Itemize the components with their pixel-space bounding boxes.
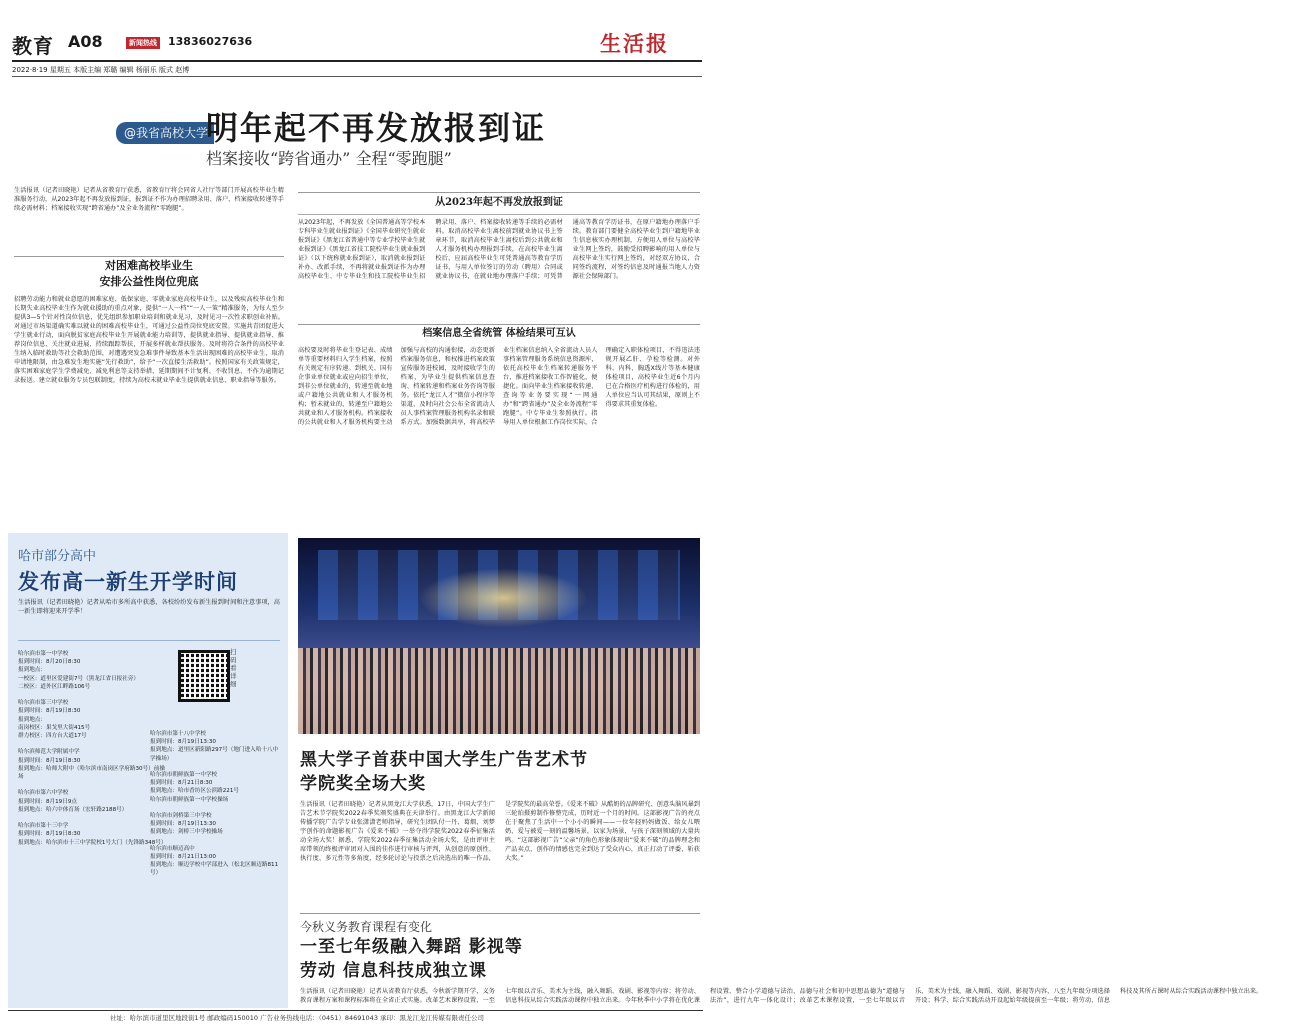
section3-title: 档案信息全省统管 体检结果可互认 (422, 328, 576, 339)
header-rule (12, 60, 702, 62)
dateline: 2022·8·19 星期五 本版主编 郑璐 编辑 杨丽乐 版式 赵博 (12, 66, 190, 74)
harbin-lead: 生活报讯（记者田晓艳）记者从哈市多所高中获悉，各校纷纷发布新生报到时间和注意事项，高一新生即将迎来开学季！ (18, 599, 280, 615)
main-subheadline: 档案接收“跨省通办” 全程“零跑腿” (206, 149, 452, 168)
topic-tag: @我省高校大学生 (116, 122, 214, 144)
section-rule (298, 192, 700, 193)
reform-kicker: 今秋义务教育课程有变化 (300, 920, 433, 934)
section1-body: 招聘劳动能力和就业意愿的困难家庭、低保家庭、零就业家庭高校毕业生，以及残疾高校毕业生和长期失业高校毕业生作为就业援助的重点对象，提供“一人一档”“一人一策”精准服务，为每人至少提供3—5个针对性岗位信息，优先组织参加职业培训和就业见习，及时见习一次性求职创业补贴。对通过市场渠道确实难以就业的困难高校毕业生，可通过公益性岗位兜底安置。实施共青团促进大学生就业行动，面向脱贫家庭高校毕业生开展就业能力培训等，提供就业指导、提供就业指导、推荐岗位信息、关注就业进展、持续跟踪帮扶，开展多样就业帮扶服务。及时将符合条件的高校毕业生纳入临时救助等社会救助范围，对遭遇突发急难事件导致基本生活出现困难的高校毕业生，取消申请地限制，由急难发生地实施“先行救助”，给予“一次直接生活救助”。按照国家有关政策规定，落实困难家庭学生学费减免、减免利息等支持举措，延期期间不计复利、不收罚息、不作为逾期记录报送。建立就业服务专员包联制度，持续为高校未就业毕业生提供就业信息、职业指导等服务。 (14, 296, 284, 384)
section-rule (300, 913, 700, 914)
award-ceremony-photo (298, 538, 700, 734)
main-headline: 明年起不再发放报到证 (206, 109, 547, 147)
award-body: 生活报讯（记者田晓艳）记者从黑龙江大学获悉，17日，中国大学生广告艺术节学院奖2022春季奖颁奖盛典在天津举行。由黑龙江大学新闻传播学院广告学专业张潇潇老师指导，研究生团队付一丹、葛烟、刘梦宇创作的命题影视广告《爱来不破》一举夺得学院奖2022春季征集活动全场大奖！据悉，学院奖2022春季征集活动全场大奖，是由评审主席带领的终极评审团对入围的佳作进行审核与评判，从创意的原创性、执行度、多元性等多角度，经多轮讨论与投票之后决选出的唯一作品，是学院奖的最高荣誉。《爱来不破》从酷奶的品牌研究、创意头脑风暴到三轮拍摄剪制作修整完成，历时近一个月的时间。这部影视广告的亮点在于聚焦了生活中一个小小的瞬间——一位年轻妈妈做饭、给女儿喂奶、爱与被爱一刻的温馨场景，以家为场景，与孩子深刻领域的大量共鸣。“这部影视广告“父亲”的角色形象体现出“爱来不破”的品牌理念和产品卖点，创作的情感也完全到达了受众内心，真正打动了评委，斩获大奖。” (300, 801, 700, 862)
footer-rule (8, 1010, 703, 1011)
reform-body: 生活报讯（记者田晓艳）记者从省教育厅获悉，今秋新学期开学，义务教育课程方案和课程标准将在全省正式实施。改革艺术课程设置，一至七年级以音乐、美术为主线，融入舞蹈、戏剧、影视等内容；将劳动、信息科技从综合实践活动课程中独立出来。今年秋季中小学将在优化课程设置、整合小学道德与法治、品德与社会和初中思想品德为“道德与法治”，进行九年一体化设计；改革艺术课程设置，一至七年级以音乐、美术为主线，融入舞蹈、戏剧、影视等内容，八至九年级分项选择开设；科学、综合实践活动开设起始年级提前至一年级；将劳动、信息科技及其所占课时从综合实践活动课程中独立出来。 (300, 988, 1263, 1004)
harbin-rule (18, 640, 280, 641)
reform-headline: 一至七年级融入舞蹈 影视等 劳动 信息科技成独立课 (300, 937, 523, 981)
main-lead: 生活报讯（记者田晓艳）记者从省教育厅获悉，省教育厅将会同省人社厅等部门开展高校毕业生精准服务行动，从2023年起不再发放报到证，报到证不作为办理招聘录用、落户、档案接收转递等手续必需材料；档案接收实现“跨省通办”及全业务流程“零跑腿”。 (14, 187, 284, 212)
footer: 社址：哈尔滨市道里区地段街1号 邮政编码150010 广告业务热线电话：（0451）84691043 承印：黑龙江龙江传媒有限责任公司 (110, 1014, 485, 1022)
page-number: A08 (68, 32, 103, 51)
hotline-number: 13836027636 (168, 35, 253, 48)
award-headline: 黑大学子首获中国大学生广告艺术节 学院奖全场大奖 (300, 750, 588, 794)
harbin-schools-right: 哈尔滨市第十八中学校 报到时间：8月19日13:30 报到地点：道里区新阳路297号（地门进入哈十八中学操场） 哈尔滨市朝鲜族第一中学校 报到时间：8月21日8:30 报到地点：哈市香坊区公滨路221号 哈尔滨市朝鲜族第一中学校操场 哈尔滨市剑桥第三中学校 报到时间：8月19日13:30 报到地点：剑桥三中学校操场 哈尔滨市顺迈高中 报到时间：8月21日13:00 报到地点：顺迈学校中学部进入（松北区顺迈路811号） (150, 731, 279, 877)
hotline-label: 新闻热线 (126, 37, 160, 49)
section3-body: 高校要及时将毕业生登记表、成绩单等重要材料归入学生档案，按照有关规定有序转递。到机关、国有企事业单位就业或应向招生单位，到非公单位就业的，转递至就业地或户籍地公共就业和人才服务机构；暂未就业的，转递至户籍地公共就业和人才服务机构。档案接收的公共就业和人才服务机构要主动加强与高校的沟通衔接，动态更新档案服务信息，和权推进档案政策宣传服务进校园，及时接收学生的档案，为毕业生提供档案信息查询、档案转递和档案业务咨询等服务。依托“龙江人才”微信小程序等渠道，及时向社会公布全省流动人员人事档案管理服务机构名录和联系方式。加强数据共享，将高校毕业生档案信息纳入全省流动人员人事档案管理服务系统信息资源库，依托高校毕业生档案转递服务平台，推进档案接收工作智能化、便捷化。面向毕业生档案接收转递、查询等业务要实现“一网通办”和“跨省通办”及全业务流程“零跑腿”。中专毕业生参照执行。指导用人单位根据工作岗位实际，合理确定入职体检项目，不得违法违规开展乙肝、孕检等检测。对外科、内科、胸透X线片等基本健康体检项目，高校毕业生近6个月内已在合格医疗机构进行体检的，用人单位应当认可其结果，原则上不得要求其重复体检。 (298, 347, 700, 426)
section-rule (14, 256, 284, 257)
section2-title: 从2023年起不再发放报到证 (435, 197, 563, 208)
stage-light (418, 568, 588, 628)
harbin-schools-left: 哈尔滨市第一中学校 报到时间：8月20日8:30 报到地点： 一校区：道里区爱建街7号（黑龙江省日报社旁） 二校区：道外区江畔路106号 哈尔滨市第三中学校 报到时间：8月19日8:30 报到地点： 南岗校区：果戈里大街415号 群力校区：四方台大道17号 哈尔滨师范大学附属中学 报到时间：8月19日8:30 报到地点：哈师大附中（哈尔滨市南岗区学府路30号）前操场 哈尔滨市第六中学校 报到时间：8月19日9点 报到地点：哈六中体育场（宏轩路2188号） 哈尔滨市第十三中学 报到时间：8月19日8:30 报到地点：哈尔滨市十三中学院校1号大门（先锋路348号） (18, 651, 167, 846)
harbin-headline: 发布高一新生开学时间 (18, 569, 238, 594)
harbin-kicker: 哈市部分高中 (18, 549, 97, 564)
section2-body: 从2023年起，不再发放《全国普通高等学校本专科毕业生就业报到证》《全国毕业研究生就业报到证》《黑龙江省普通中等专业学校毕业生就业报到证》《黑龙江省技工院校毕业生就业报到证》（以下统称就业报到证），取消就业报到证补办、改派手续，不再将就业报到证作为办理高校毕业生、中专毕业生和技工院校毕业生招聘录用、落户、档案接收转递等手续的必需材料。取消高校毕业生离校前到就业协议书上签章环节，取消高校毕业生离校后到公共就业和人才服务机构办理报到手续，在高校毕业生离校后，应届高校毕业生可凭普通高等教育学历证书、与用人单位签订的劳动（聘用）合同或就业协议书，在就业地办理落户手续；可凭普通高等教育学历证书，在原户籍地办理落户手续。教育部门要健全高校毕业生到户籍地毕业生信息核实办理机制，方便用人单位与高校毕业生网上签约，鼓励受招聘影响的用人单位与高校毕业生实行网上签约，对经双方协议，合同签约流程，对签约信息及时通报当地人力资源社会保障部门。 (298, 219, 700, 280)
section1-title: 对困难高校毕业生 安排公益性岗位兜底 (99, 259, 199, 288)
qr-label: 扫码看详细 (230, 648, 237, 688)
section-name: 教育 (12, 34, 54, 58)
header-rule-thin (12, 76, 702, 77)
section-rule (298, 324, 700, 325)
crowd (298, 648, 700, 734)
qr-code-icon[interactable] (178, 650, 230, 702)
newspaper-logo: 生活报 (600, 31, 669, 56)
section-rule (298, 214, 700, 215)
